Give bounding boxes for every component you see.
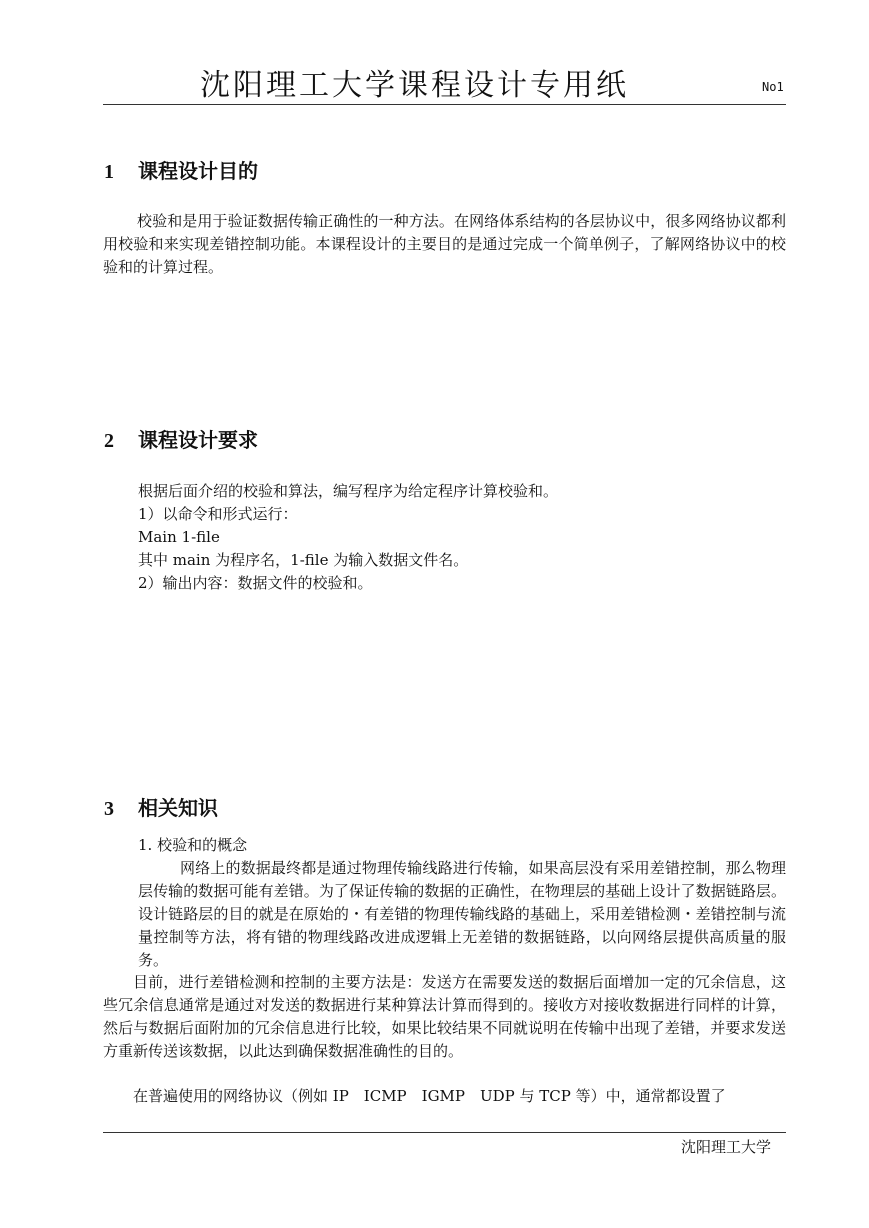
section-1-paragraph: 校验和是用于验证数据传输正确性的一种方法。在网络体系结构的各层协议中，很多网络协议都利用校验和来实现差错控制功能。本课程设计的主要目的是通过完成一个简单例子，了解网络协议中的校验和的计算过程。 xyxy=(103,212,786,276)
section-1-heading xyxy=(104,155,258,184)
section-3-heading xyxy=(104,792,218,821)
requirement-line: 2）输出内容：数据文件的校验和。 xyxy=(138,574,373,592)
section-2-heading xyxy=(104,424,258,453)
requirement-line: 其中 main 为程序名，1-file 为输入数据文件名。 xyxy=(138,551,469,569)
section-3-subheading: 1. 校验和的概念 xyxy=(138,836,248,854)
requirement-line: 1）以命令和形式运行： xyxy=(138,505,298,523)
concept-paragraph: 网络上的数据最终都是通过物理传输线路进行传输，如果高层没有采用差错控制，那么物理层传输的数据可能有差错。为了保证传输的数据的正确性，在物理层的基础上设计了数据链路层。设计链路层的目的就是在原始的・有差错的物理传输线路的基础上，采用差错检测・差错控制与流量控制等方法，将有错的物理线路改进成逻辑上无差错的数据链路，以向网络层提供高质量的服务。 xyxy=(138,859,786,969)
section-3-number: 3 xyxy=(104,798,114,820)
footer-rule xyxy=(103,1132,786,1133)
section-2-title: 课程设计要求 xyxy=(138,428,258,452)
protocol-paragraph: 在普遍使用的网络协议（例如 IP ICMP IGMP UDP 与 TCP 等）中，通常都设置了 xyxy=(133,1087,726,1105)
method-paragraph: 目前，进行差错检测和控制的主要方法是：发送方在需要发送的数据后面增加一定的冗余信息，这些冗余信息通常是通过对发送的数据进行某种算法计算而得到的。接收方对接收数据进行同样的计算，然后与数据后面附加的冗余信息进行比较，如果比较结果不同就说明在传输中出现了差错，并要求发送方重新传送该数据，以此达到确保数据准确性的目的。 xyxy=(103,973,786,1060)
section-1-title: 课程设计目的 xyxy=(138,159,258,183)
requirement-line: 根据后面介绍的校验和算法，编写程序为给定程序计算校验和。 xyxy=(138,482,559,500)
header-rule xyxy=(103,104,786,105)
page-number: No1 xyxy=(762,80,784,94)
requirement-line: Main 1-file xyxy=(138,528,220,546)
section-2-number: 2 xyxy=(104,430,114,452)
section-3-title: 相关知识 xyxy=(138,796,218,820)
header-title: 沈阳理工大学课程设计专用纸 xyxy=(200,68,629,103)
section-1-number: 1 xyxy=(104,161,114,183)
footer-university: 沈阳理工大学 xyxy=(681,1138,772,1156)
